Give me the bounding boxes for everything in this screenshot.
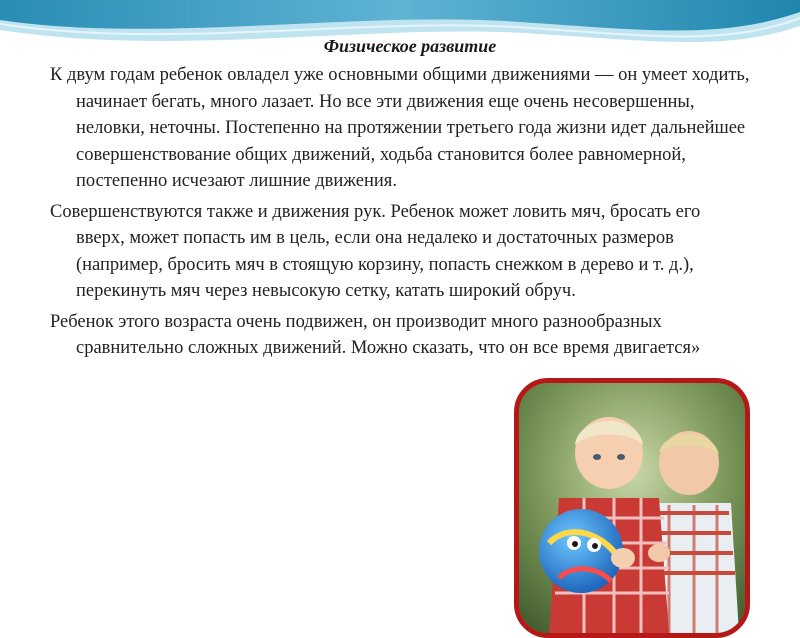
header-wave-decoration <box>0 0 800 70</box>
children-photo <box>514 378 750 638</box>
slide-body <box>50 62 750 366</box>
paragraph-2: Совершенствуются также и движения рук. Ребенок может ловить мяч, бросать его вверх, может попасть им в цель, если она недалеко и достаточных размеров (например, бросить мяч в стоящую корзину, попасть снежком в дерево и т. д.), перекинуть мяч через невысокую сетку, катать широкий обруч. <box>50 201 701 301</box>
paragraph-3: Ребенок этого возраста очень подвижен, он производит много разнообразных сравнительно сложных движений. Можно сказать, что он все время двигается» <box>50 311 701 358</box>
paragraph-1: К двум годам ребенок овладел уже основными общими движениями — он умеет ходить, начинает бегать, много лазает. Но все эти движения еще очень несовершенны, неловки, неточны. Постепенно на протяжении третьего года жизни идет дальнейшее совершенствование общих движений, ходьба становится более равномерной, постепенно исчезают лишние движения. <box>50 65 750 191</box>
slide-title: Физическое развитие <box>323 36 497 56</box>
